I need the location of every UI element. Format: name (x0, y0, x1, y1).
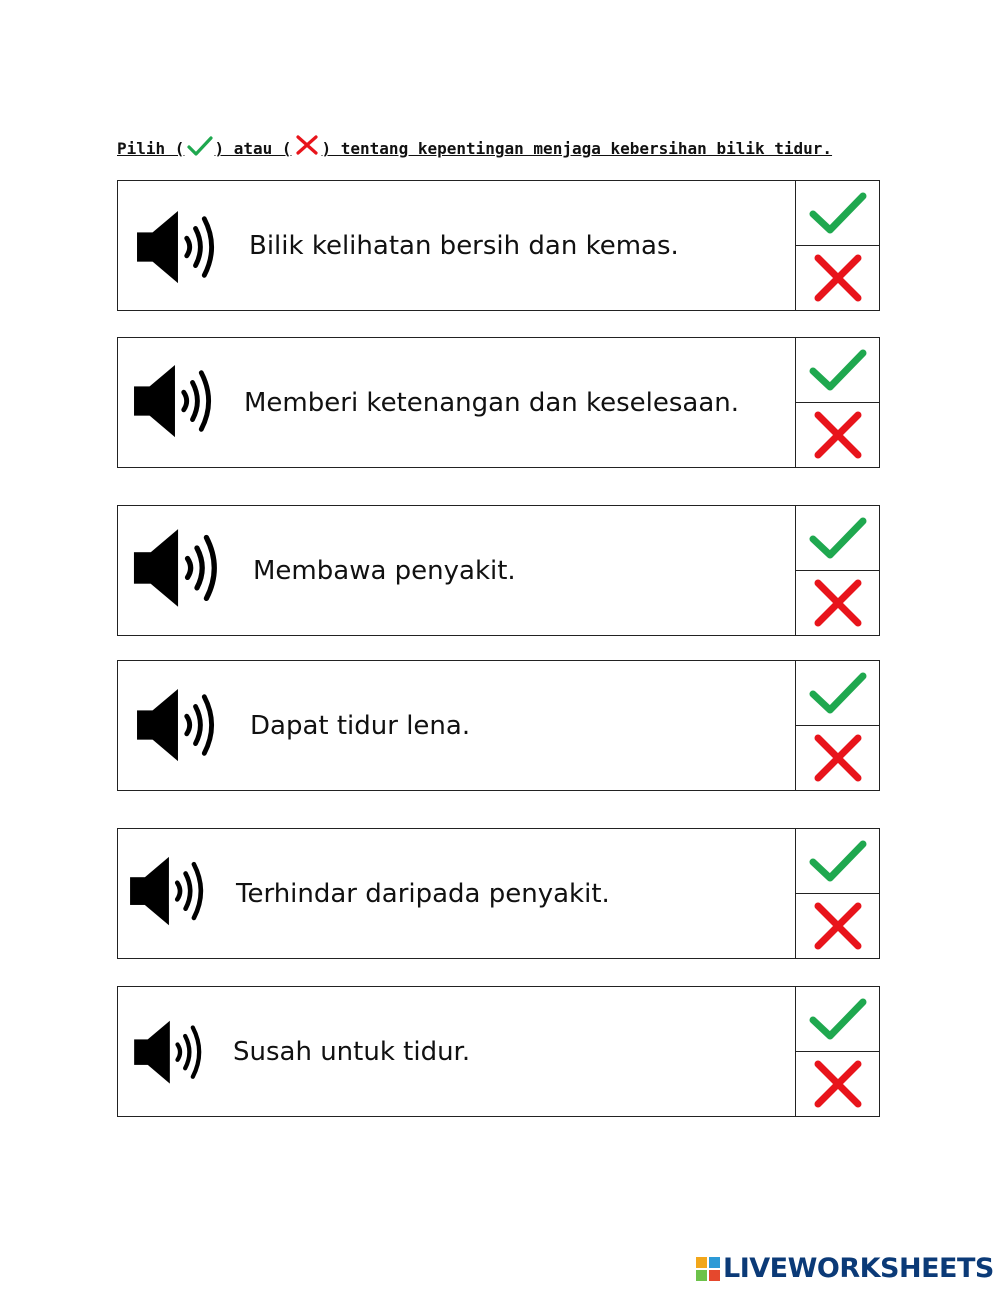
statement-text: Memberi ketenangan dan keselesaan. (244, 387, 740, 418)
answer-column (796, 829, 879, 958)
answer-false-button[interactable] (796, 571, 879, 635)
statement-cell (118, 338, 796, 467)
check-icon (807, 515, 869, 561)
speaker-icon[interactable] (130, 1019, 208, 1087)
answer-false-button[interactable] (796, 403, 879, 467)
statement-text: Terhindar daripada penyakit. (236, 878, 610, 909)
answer-true-button[interactable] (796, 829, 879, 894)
answer-column (796, 661, 879, 790)
statement-row-3 (117, 505, 880, 636)
statement-row-2 (117, 337, 880, 468)
check-icon (807, 838, 869, 884)
answer-true-button[interactable] (796, 506, 879, 571)
cross-icon (812, 732, 864, 784)
statement-text: Dapat tidur lena. (250, 710, 471, 741)
cross-icon (812, 409, 864, 461)
answer-true-button[interactable] (796, 661, 879, 726)
answer-true-button[interactable] (796, 338, 879, 403)
cross-icon (812, 577, 864, 629)
speaker-icon[interactable] (126, 855, 210, 929)
answer-true-button[interactable] (796, 987, 879, 1052)
statement-text: Bilik kelihatan bersih dan kemas. (249, 230, 679, 261)
instruction-part2: ) atau ( (214, 139, 292, 158)
speaker-icon[interactable] (129, 363, 219, 441)
statement-row-5 (117, 828, 880, 959)
logo-blocks (696, 1257, 720, 1281)
cross-icon (292, 134, 322, 158)
statement-cell (118, 987, 796, 1116)
check-icon (807, 190, 869, 236)
check-icon (807, 996, 869, 1042)
statement-cell (118, 829, 796, 958)
statement-cell (118, 181, 796, 310)
statement-row-4 (117, 660, 880, 791)
instruction (117, 134, 832, 158)
answer-false-button[interactable] (796, 726, 879, 790)
speaker-icon[interactable] (132, 687, 222, 765)
instruction-part1: Pilih ( (117, 139, 185, 158)
answer-column (796, 338, 879, 467)
statement-text: Susah untuk tidur. (233, 1036, 471, 1067)
cross-icon (812, 1058, 864, 1110)
instruction-part3: ) tentang kepentingan menjaga kebersihan bilik tidur. (321, 139, 833, 158)
liveworksheets-logo (696, 1253, 994, 1284)
statement-cell (118, 506, 796, 635)
speaker-icon[interactable] (132, 209, 222, 287)
answer-false-button[interactable] (796, 1052, 879, 1116)
logo-text: LIVEWORKSHEETS (723, 1253, 994, 1284)
answer-column (796, 987, 879, 1116)
answer-column (796, 506, 879, 635)
answer-false-button[interactable] (796, 894, 879, 958)
speaker-icon[interactable] (129, 527, 225, 611)
statement-text: Membawa penyakit. (253, 555, 516, 586)
cross-icon (812, 900, 864, 952)
check-icon (807, 347, 869, 393)
check-icon (807, 670, 869, 716)
statement-row-6 (117, 986, 880, 1117)
answer-false-button[interactable] (796, 246, 879, 310)
answer-true-button[interactable] (796, 181, 879, 246)
cross-icon (812, 252, 864, 304)
statement-row-1 (117, 180, 880, 311)
check-icon (184, 134, 214, 158)
statement-cell (118, 661, 796, 790)
answer-column (796, 181, 879, 310)
